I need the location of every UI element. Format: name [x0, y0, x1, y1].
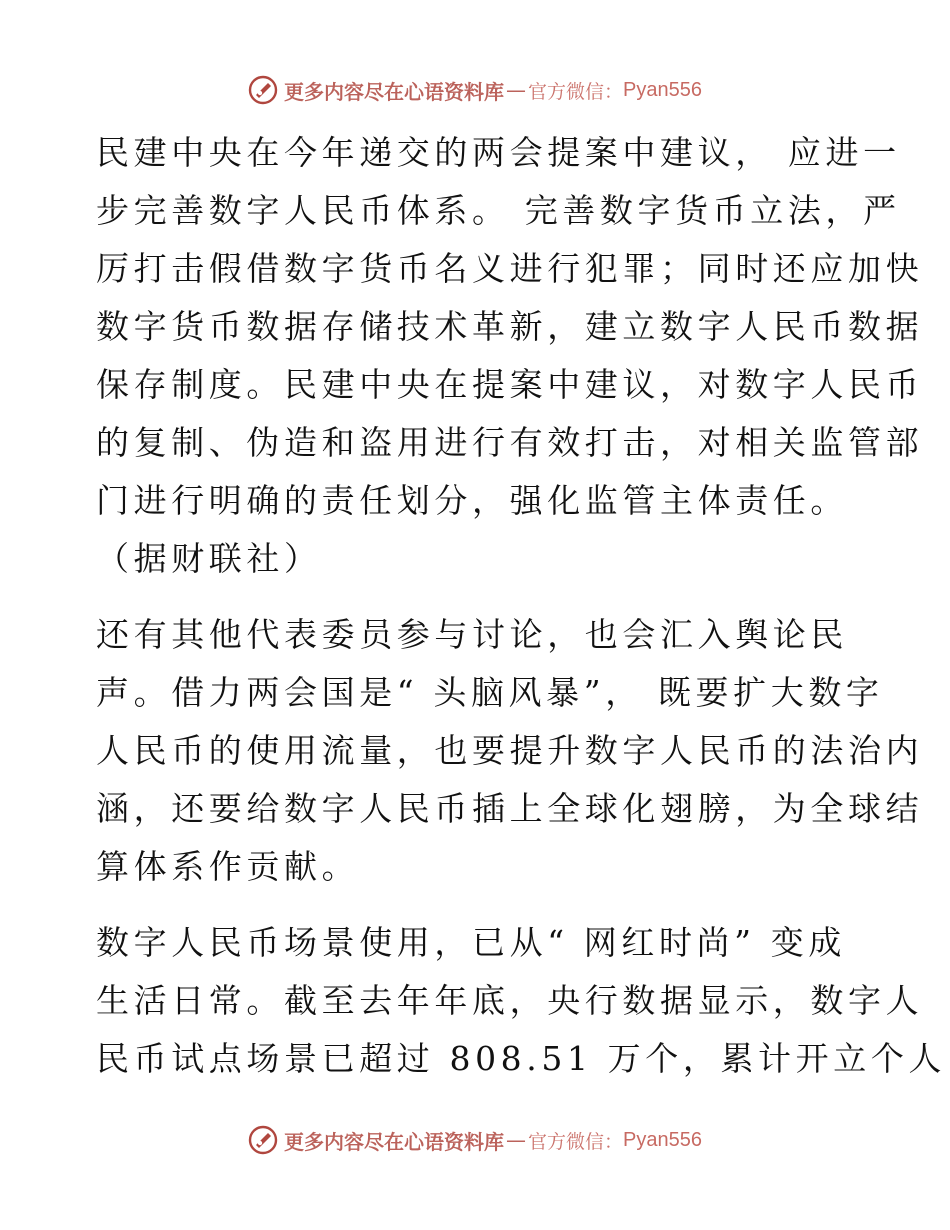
text-line: 数字货币数据存储技术革新，建立数字人民币数据 [96, 307, 924, 346]
watermark-text: 更多内容尽在心语资料库 [284, 1129, 504, 1154]
text-line: 涵，还要给数字人民币插上全球化翅膀，为全球结 [96, 789, 924, 828]
brand-logo-icon [248, 75, 278, 105]
watermark-footer [0, 1122, 950, 1158]
watermark-label: 官方微信： [528, 80, 624, 103]
text-line: 算体系作贡献。 [96, 847, 360, 886]
paragraph-2 [96, 606, 924, 896]
watermark-dash: — [506, 1128, 526, 1152]
brand-logo-icon [248, 1125, 278, 1155]
source-note: （据财联社） [96, 539, 322, 578]
text-line: 还有其他代表委员参与讨论，也会汇入舆论民 [96, 615, 848, 654]
text-line: 的复制、伪造和盗用进行有效打击，对相关监管部 [96, 423, 924, 462]
watermark-wechat-id: Pyan556 [623, 1128, 702, 1151]
paragraph-gap [96, 896, 856, 914]
text-line: 生活日常。截至去年年底，央行数据显示，数字人 [96, 981, 924, 1020]
paragraph-3 [96, 914, 947, 1088]
text-line: 民建中央在今年递交的两会提案中建议， 应进一 [96, 133, 901, 172]
watermark-wechat-id: Pyan556 [623, 78, 702, 101]
document-body [96, 124, 947, 1088]
watermark-label: 官方微信： [528, 1130, 624, 1153]
paragraph-gap [96, 588, 856, 606]
text-line: 民币试点场景已超过 808.51 万个，累计开立个人 [96, 1039, 947, 1078]
text-line: 人民币的使用流量，也要提升数字人民币的法治内 [96, 731, 924, 770]
watermark-dash: — [506, 78, 526, 102]
text-line: 声。借力两会国是“ 头脑风暴”， 既要扩大数字 [96, 673, 884, 712]
text-line: 数字人民币场景使用，已从“ 网红时尚” 变成 [96, 923, 846, 962]
text-line: 步完善数字人民币体系。 完善数字货币立法，严 [96, 191, 901, 230]
paragraph-1 [96, 124, 924, 588]
watermark-header [0, 72, 950, 108]
text-line: 保存制度。民建中央在提案中建议，对数字人民币 [96, 365, 924, 404]
watermark-text: 更多内容尽在心语资料库 [284, 79, 504, 104]
text-line: 厉打击假借数字货币名义进行犯罪；同时还应加快 [96, 249, 924, 288]
text-line: 门进行明确的责任划分，强化监管主体责任。 [96, 481, 848, 520]
